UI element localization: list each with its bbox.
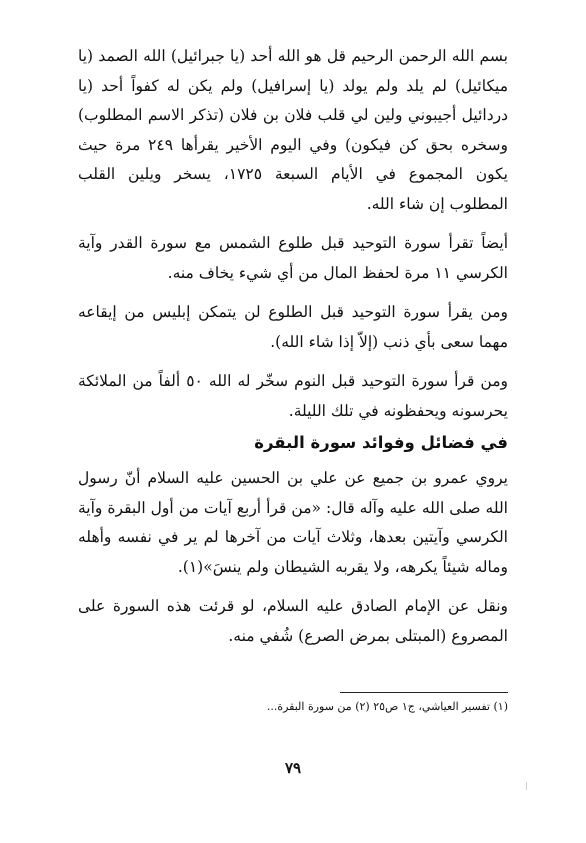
footnote-divider	[340, 692, 508, 693]
page-number: ٧٩	[284, 759, 302, 777]
body-text	[78, 42, 508, 651]
paragraph: ومن يقرأ سورة التوحيد قبل الطلوع لن يتمكن إبليس من إيقاعه مهما سعى بأي ذنب (إلاّ إذا شاء الله).	[78, 303, 508, 351]
paragraph: أيضاً تقرأ سورة التوحيد قبل طلوع الشمس مع سورة القدر وآية الكرسي ١١ مرة لحفظ المال من أي شيء يخاف منه.	[78, 234, 508, 282]
paragraph: بسم الله الرحمن الرحيم قل هو الله أحد (يا جبرائيل) الله الصمد (يا ميكائيل) لم يلد ولم يولد (يا إسرافيل) ولم يكن له كفواً أحد (يا دردائيل أجيبوني ولين لي قلب فلان بن فلان (تذكر الاسم المطلوب) وسخره بحق كن فيكون) وفي اليوم الأخير يقرأها ٢٤٩ مرة حيث يكون المجموع في الأيام السبعة ١٧٢٥، يسخر ويلين القلب المطلوب إن شاء الله.	[78, 47, 508, 213]
paragraph: ونقل عن الإمام الصادق عليه السلام، لو قرئت هذه السورة على المصروع (المبتلى بمرض الصرع) شُفي منه.	[78, 597, 508, 645]
footnote: (١) تفسير العياشي، ج١ ص٢٥ (٢) من سورة البقرة...	[266, 700, 508, 713]
paragraph: ومن قرأ سورة التوحيد قبل النوم سخّر له الله ٥٠ ألفاً من الملائكة يحرسونه ويحفظونه في تلك الليلة.	[78, 372, 508, 420]
paragraph: يروي عمرو بن جميع عن علي بن الحسين عليه السلام أنّ رسول الله صلى الله عليه وآله قال: «من قرأ أربع آيات من أول البقرة وآية الكرسي وآيتين بعدها، وثلاث آيات من آخرها لم ير في نفسه وأهله وماله شيئاً يكرهه، ولا يقربه الشيطان ولم ينسَ»(١).	[78, 469, 508, 576]
margin-mark	[526, 782, 527, 790]
section-heading: في فضائل وفوائد سورة البقرة	[254, 433, 508, 452]
